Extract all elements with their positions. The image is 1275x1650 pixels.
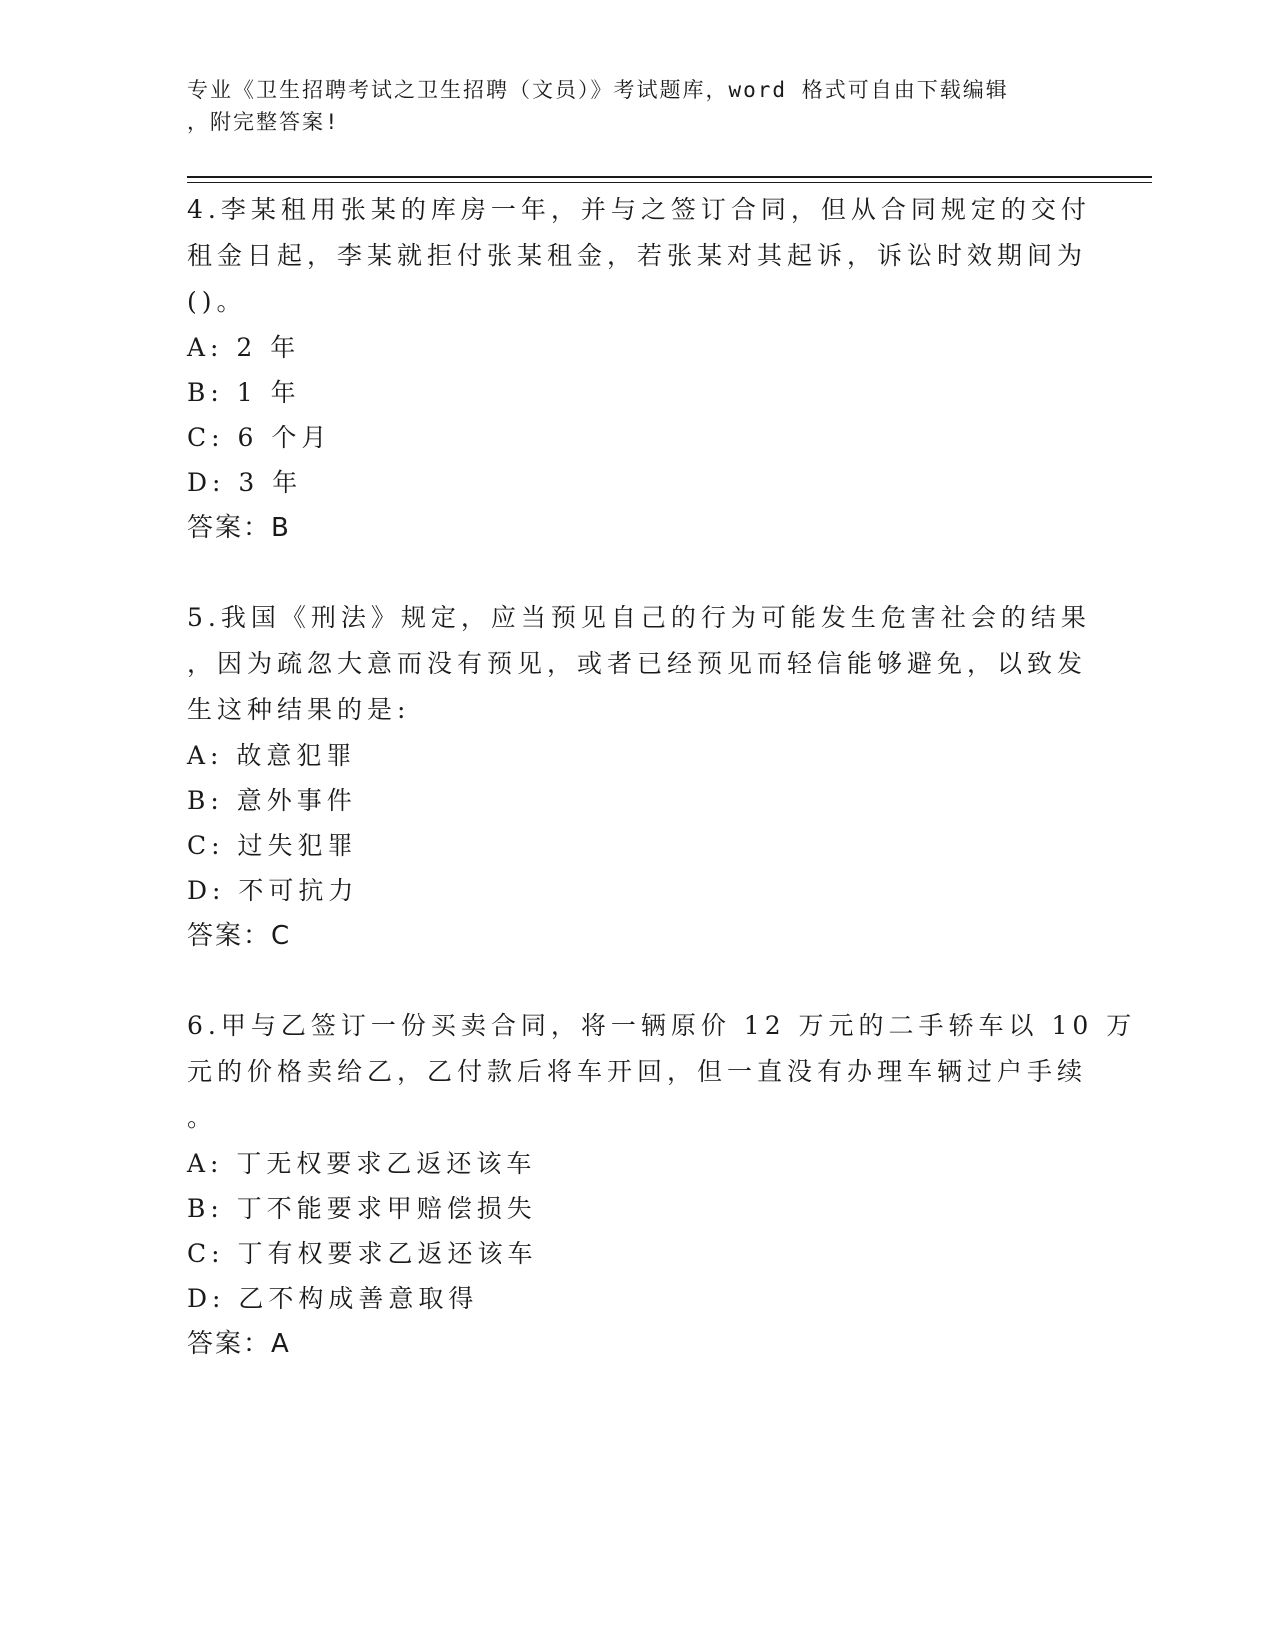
header-divider-thick [187,176,1152,178]
option-a: A: 故意犯罪 [187,741,357,770]
header-divider-thin [187,182,1152,183]
option-d: D: 3 年 [187,468,303,497]
question-5 [187,595,1091,959]
question-text-line: 6.甲与乙签订一份买卖合同，将一辆原价 12 万元的二手轿车以 10 万 [187,1011,1137,1040]
option-a: A: 丁无权要求乙返还该车 [187,1149,537,1178]
question-text-line: 4.李某租用张某的库房一年，并与之签订合同，但从合同规定的交付 [187,195,1091,224]
answer-line: 答案：C [187,921,292,951]
question-6 [187,1003,1137,1367]
header-line-1: 专业《卫生招聘考试之卫生招聘（文员）》考试题库，word 格式可自由下载编辑 [187,78,1009,102]
question-text-line: 元的价格卖给乙，乙付款后将车开回，但一直没有办理车辆过户手续 [187,1057,1088,1086]
option-c: C: 6 个月 [187,423,332,452]
option-d: D: 乙不构成善意取得 [187,1284,479,1313]
question-4 [187,187,1091,551]
option-b: B: 丁不能要求甲赔偿损失 [187,1194,537,1223]
option-b: B: 1 年 [187,378,301,407]
option-a: A: 2 年 [187,333,301,362]
option-c: C: 过失犯罪 [187,831,358,860]
option-b: B: 意外事件 [187,786,357,815]
answer-line: 答案：A [187,1329,291,1359]
header-line-2: ，附完整答案! [187,110,340,134]
question-text-line: ，因为疏忽大意而没有预见，或者已经预见而轻信能够避免，以致发 [187,649,1088,678]
question-text-line: ()。 [187,287,247,316]
answer-line: 答案：B [187,513,291,543]
question-text-line: 5.我国《刑法》规定，应当预见自己的行为可能发生危害社会的结果 [187,603,1091,632]
document-header [187,74,1067,138]
option-c: C: 丁有权要求乙返还该车 [187,1239,538,1268]
question-text-line: 生这种结果的是: [187,695,411,724]
question-text-line: 租金日起，李某就拒付张某租金，若张某对其起诉，诉讼时效期间为 [187,241,1088,270]
option-d: D: 不可抗力 [187,876,359,905]
question-text-line: 。 [187,1103,218,1132]
